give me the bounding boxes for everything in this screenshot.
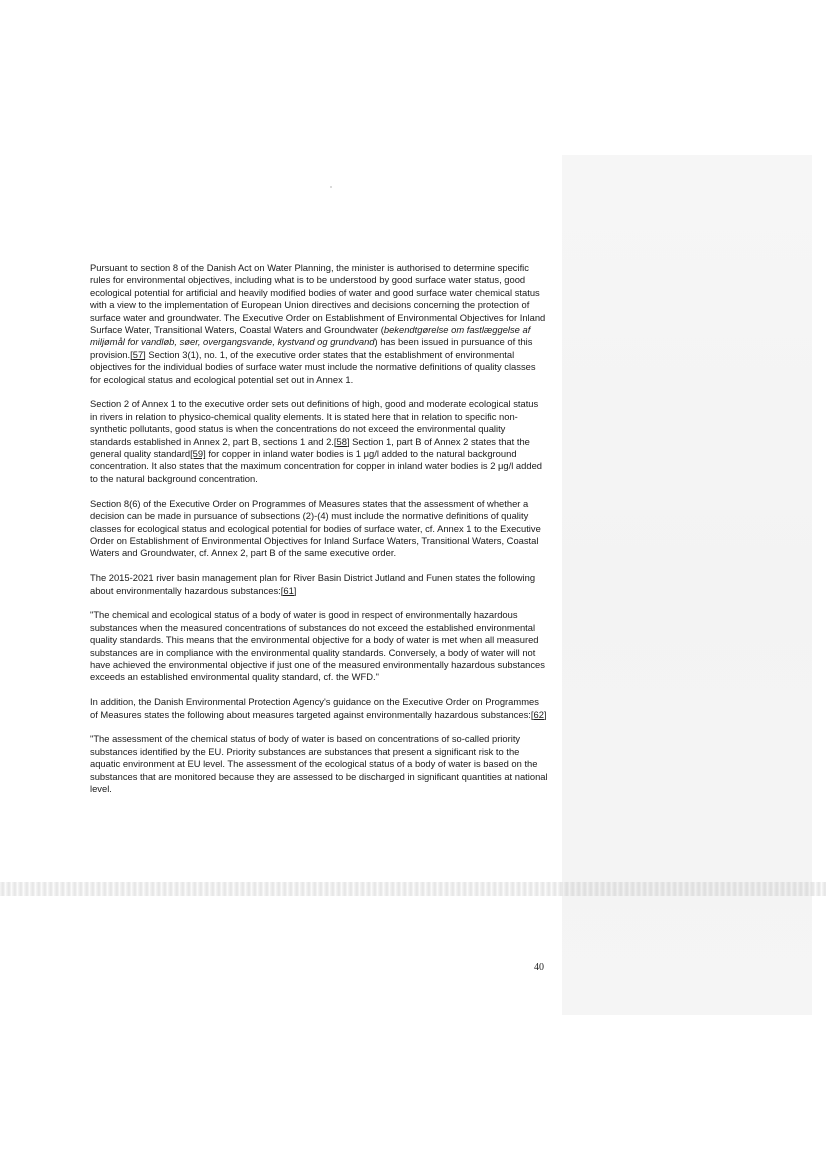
scan-artifact-band — [0, 882, 826, 896]
footnote-ref-59[interactable]: [59] — [190, 448, 206, 460]
danish-title-italic: bekendtgørelse om fastlæggelse af miljømål for vandløb, søer, overgangsvande, kystvand og grundvand — [90, 324, 531, 348]
quote-2: "The assessment of the chemical status of body of water is based on concentrations of so-called priority substances identified by the EU. Priority substances are substances that present a significant risk to the aquatic environment at EU level. The assessment of the ecological status of a body of water is based on the substances that are monitored because they are assessed to be discharged in significant quantities at national level. — [90, 733, 548, 794]
paragraph-1: Pursuant to section 8 of the Danish Act on Water Planning, the minister is authorised to determine specific rules for environmental objectives, including what is to be understood by good surface water status, good ecological potential for artificial and heavily modified bodies of water and good surface water chemical status with a view to the implementation of European Union directives and decisions concerning the protection of surface water and groundwater. The Executive Order on Establishment of Environmental Objectives for Inland Surface Water, Transitional Waters, Coastal Waters and Groundwater (bekendtgørelse om fastlæggelse af miljømål for vandløb, søer, overgangsvande, kystvand og grundvand) has been issued in pursuance of this provision.[57] Section 3(1), no. 1, of the executive order states that the establishment of environmental objectives for the individual bodies of surface water must include the normative definitions of quality classes for ecological status and ecological potential set out in Annex 1. — [90, 262, 546, 385]
quote-1: "The chemical and ecological status of a body of water is good in respect of environmentally hazardous substances when the measured concentrations of substances do not exceed the established environmental quality standards. This means that the environmental objective for a body of water is met when all measured substances are in compliance with the environmental quality standards. Conversely, a body of water will not have achieved the environmental objective if just one of the measured environmentally hazardous substances exceeds an established environmental quality standard, cf. the WFD." — [90, 609, 545, 683]
footnote-ref-62[interactable]: [62] — [530, 708, 547, 720]
paragraph-3: Section 8(6) of the Executive Order on Programmes of Measures states that the assessment of whether a decision can be made in pursuance of subsections (2)-(4) must include the normative definitions of quality classes for ecological status and ecological potential for bodies of surface water, cf. Annex 1 to the Executive Order on Establishment of Environmental Objectives for Inland Surface Waters, Transitional Waters, Coastal Waters and Groundwater, cf. Annex 2, part B of the same executive order. — [90, 497, 541, 559]
scan-speck — [330, 186, 332, 188]
paragraph-4: The 2015-2021 river basin management plan for River Basin District Jutland and Funen states the following about environmentally hazardous substances:[61] — [90, 572, 536, 596]
footnote-ref-58[interactable]: [58] — [333, 435, 350, 447]
body-text — [90, 262, 548, 808]
paragraph-2: Section 2 of Annex 1 to the executive order sets out definitions of high, good and moderate ecological status in rivers in relation to physico-chemical quality elements. It is stated here that in relation to specific non-synthetic pollutants, good status is when the concentrations do not exceed the environmental quality standards established in Annex 2, part B, sections 1 and 2.[58] Section 1, part B of Annex 2 states that the general quality standard[59] for copper in inland water bodies is 1 μg/l added to the natural background concentration. It also states that the maximum concentration for copper in inland water bodies is 2 μg/l added to the natural background concentration. — [90, 398, 543, 484]
paragraph-5: In addition, the Danish Environmental Protection Agency's guidance on the Executive Order on Programmes of Measures states the following about measures targeted against environmentally hazardous substances:[62] — [90, 696, 547, 720]
footnote-ref-57[interactable]: [57] — [130, 348, 146, 360]
page-number: 40 — [534, 962, 544, 973]
footnote-ref-61[interactable]: [61] — [280, 584, 297, 596]
